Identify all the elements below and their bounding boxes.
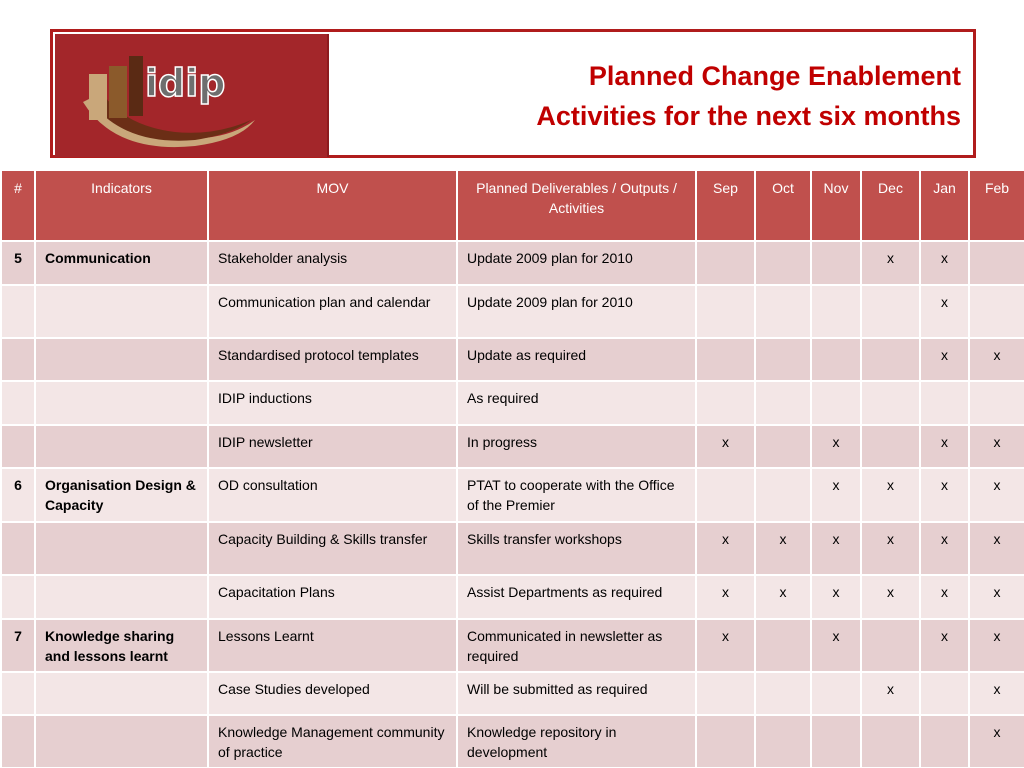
row-indicator — [35, 575, 208, 619]
row-mark-nov — [811, 241, 861, 285]
col-header-mov: MOV — [208, 170, 457, 241]
row-number — [1, 672, 35, 715]
row-mark-sep — [696, 715, 755, 768]
row-mark-dec — [861, 338, 920, 381]
row-number — [1, 285, 35, 338]
row-mov: Communication plan and calendar — [208, 285, 457, 338]
row-mark-feb — [969, 381, 1024, 425]
row-mark-dec — [861, 619, 920, 672]
col-header-dec: Dec — [861, 170, 920, 241]
row-mark-dec — [861, 715, 920, 768]
row-mark-nov — [811, 715, 861, 768]
row-mark-feb: x — [969, 425, 1024, 468]
row-mark-feb: x — [969, 715, 1024, 768]
row-mark-feb: x — [969, 522, 1024, 575]
row-mark-jan: x — [920, 468, 969, 522]
logo-bar-2 — [109, 66, 127, 118]
row-indicator: Communication — [35, 241, 208, 285]
row-mark-feb: x — [969, 672, 1024, 715]
row-mark-sep: x — [696, 425, 755, 468]
row-indicator — [35, 425, 208, 468]
row-mov: Lessons Learnt — [208, 619, 457, 672]
row-mark-feb — [969, 285, 1024, 338]
row-deliverable: As required — [457, 381, 696, 425]
row-mark-nov: x — [811, 522, 861, 575]
col-header-jan: Jan — [920, 170, 969, 241]
row-mark-jan: x — [920, 619, 969, 672]
row-mark-dec: x — [861, 241, 920, 285]
row-deliverable: Assist Departments as required — [457, 575, 696, 619]
row-mov: Knowledge Management community of practice — [208, 715, 457, 768]
row-mark-feb: x — [969, 338, 1024, 381]
table-row — [1, 241, 1024, 285]
title-line-1: Planned Change Enablement — [588, 61, 961, 91]
row-mark-sep: x — [696, 522, 755, 575]
row-mark-dec: x — [861, 575, 920, 619]
row-mark-oct — [755, 241, 811, 285]
row-number — [1, 338, 35, 381]
col-header-deliverables: Planned Deliverables / Outputs / Activities — [457, 170, 696, 241]
row-number — [1, 425, 35, 468]
col-header-oct: Oct — [755, 170, 811, 241]
col-header-nov: Nov — [811, 170, 861, 241]
row-indicator — [35, 672, 208, 715]
row-mark-sep: x — [696, 575, 755, 619]
row-mark-feb: x — [969, 468, 1024, 522]
row-mov: OD consultation — [208, 468, 457, 522]
table-row — [1, 619, 1024, 672]
row-mark-sep — [696, 381, 755, 425]
row-mark-nov — [811, 285, 861, 338]
row-number — [1, 381, 35, 425]
row-deliverable: PTAT to cooperate with the Office of the Premier — [457, 468, 696, 522]
row-mark-sep — [696, 468, 755, 522]
table-row — [1, 425, 1024, 468]
row-mark-sep — [696, 285, 755, 338]
row-mark-jan: x — [920, 285, 969, 338]
row-mark-nov — [811, 672, 861, 715]
row-mov: IDIP inductions — [208, 381, 457, 425]
logo-bar-1 — [89, 74, 107, 120]
activities-table — [0, 169, 1024, 768]
row-mark-jan: x — [920, 338, 969, 381]
row-mov: IDIP newsletter — [208, 425, 457, 468]
row-mark-dec — [861, 381, 920, 425]
row-mark-oct: x — [755, 522, 811, 575]
row-number — [1, 575, 35, 619]
row-mark-jan: x — [920, 425, 969, 468]
table-row — [1, 468, 1024, 522]
row-mark-jan — [920, 381, 969, 425]
row-indicator: Knowledge sharing and lessons learnt — [35, 619, 208, 672]
row-mark-jan — [920, 715, 969, 768]
row-mark-nov: x — [811, 575, 861, 619]
row-mark-dec: x — [861, 468, 920, 522]
row-deliverable: Will be submitted as required — [457, 672, 696, 715]
row-mark-oct — [755, 285, 811, 338]
row-indicator — [35, 285, 208, 338]
row-indicator — [35, 522, 208, 575]
row-mark-sep — [696, 241, 755, 285]
row-indicator — [35, 715, 208, 768]
table-row — [1, 522, 1024, 575]
row-mark-feb: x — [969, 619, 1024, 672]
row-mark-oct: x — [755, 575, 811, 619]
table-row — [1, 715, 1024, 768]
row-number: 7 — [1, 619, 35, 672]
row-mark-oct — [755, 338, 811, 381]
row-indicator: Organisation Design & Capacity — [35, 468, 208, 522]
row-deliverable: Skills transfer workshops — [457, 522, 696, 575]
row-mov: Stakeholder analysis — [208, 241, 457, 285]
logo-bar-3 — [129, 56, 143, 116]
row-deliverable: Knowledge repository in development — [457, 715, 696, 768]
col-header-sep: Sep — [696, 170, 755, 241]
logo-text: idip — [145, 61, 226, 105]
table-row — [1, 338, 1024, 381]
table-row — [1, 575, 1024, 619]
row-mov: Capacity Building & Skills transfer — [208, 522, 457, 575]
idip-logo — [55, 34, 329, 157]
row-mark-oct — [755, 619, 811, 672]
row-deliverable: Update as required — [457, 338, 696, 381]
row-mark-nov — [811, 381, 861, 425]
row-mark-sep: x — [696, 619, 755, 672]
row-mark-nov: x — [811, 425, 861, 468]
row-mark-dec — [861, 425, 920, 468]
row-mark-oct — [755, 381, 811, 425]
row-mark-sep — [696, 338, 755, 381]
page-title — [536, 56, 961, 136]
row-mark-jan: x — [920, 575, 969, 619]
table-row — [1, 285, 1024, 338]
row-mark-jan: x — [920, 241, 969, 285]
row-mark-feb: x — [969, 575, 1024, 619]
row-number: 5 — [1, 241, 35, 285]
col-header-number: # — [1, 170, 35, 241]
row-mov: Capacitation Plans — [208, 575, 457, 619]
row-mark-oct — [755, 468, 811, 522]
row-mark-jan: x — [920, 522, 969, 575]
table-row — [1, 672, 1024, 715]
row-mark-oct — [755, 715, 811, 768]
row-mark-oct — [755, 425, 811, 468]
table-row — [1, 381, 1024, 425]
title-line-2: Activities for the next six months — [536, 101, 961, 131]
row-indicator — [35, 338, 208, 381]
row-deliverable: Communicated in newsletter as required — [457, 619, 696, 672]
row-deliverable: Update 2009 plan for 2010 — [457, 285, 696, 338]
row-mark-nov: x — [811, 619, 861, 672]
row-mark-dec: x — [861, 522, 920, 575]
row-mark-feb — [969, 241, 1024, 285]
row-mov: Standardised protocol templates — [208, 338, 457, 381]
row-mark-nov — [811, 338, 861, 381]
row-mov: Case Studies developed — [208, 672, 457, 715]
title-banner — [50, 29, 976, 158]
row-mark-jan — [920, 672, 969, 715]
row-number — [1, 522, 35, 575]
row-deliverable: Update 2009 plan for 2010 — [457, 241, 696, 285]
row-mark-dec — [861, 285, 920, 338]
row-mark-nov: x — [811, 468, 861, 522]
row-deliverable: In progress — [457, 425, 696, 468]
col-header-indicators: Indicators — [35, 170, 208, 241]
row-mark-sep — [696, 672, 755, 715]
row-number — [1, 715, 35, 768]
row-mark-dec: x — [861, 672, 920, 715]
col-header-feb: Feb — [969, 170, 1024, 241]
row-number: 6 — [1, 468, 35, 522]
table-header-row — [1, 170, 1024, 241]
logo-panel — [55, 34, 329, 157]
row-indicator — [35, 381, 208, 425]
row-mark-oct — [755, 672, 811, 715]
